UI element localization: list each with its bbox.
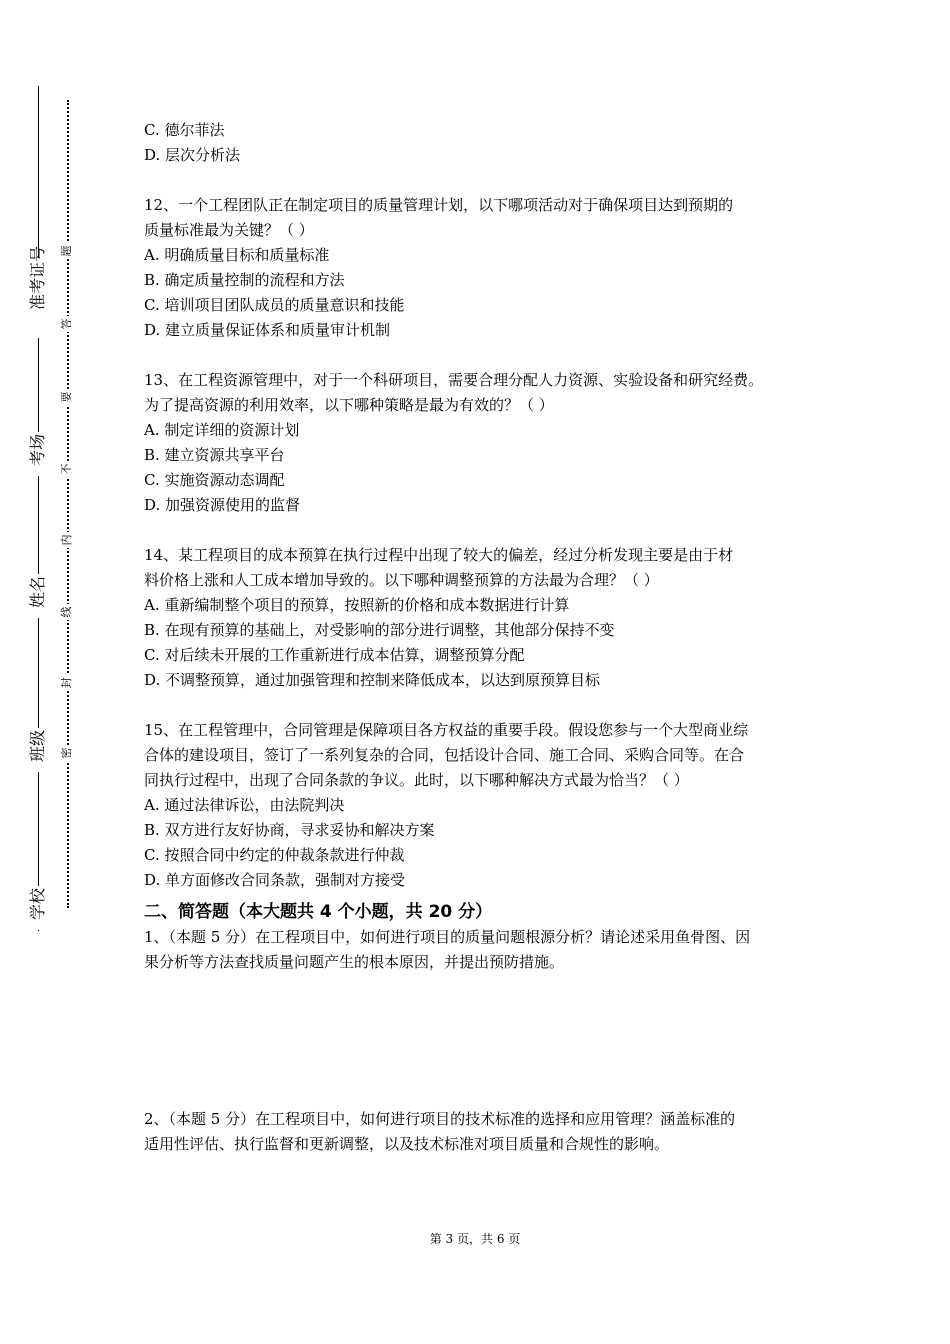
question-stem: 同执行过程中，出现了合同条款的争议。此时，以下哪种解决方式最为恰当？（ ） [144, 771, 689, 789]
short-answer-question-2 [144, 1107, 824, 1157]
school-field: 学校 [26, 886, 50, 930]
option-c: C. 按照合同中约定的仲裁条款进行仲裁 [144, 846, 405, 864]
question-stem: 为了提高资源的利用效率，以下哪种策略是最为有效的？（ ） [144, 396, 554, 414]
option-a: A. 通过法律诉讼，由法院判决 [144, 796, 345, 814]
option-b: B. 建立资源共享平台 [144, 446, 285, 464]
seal-char: 题 [59, 243, 75, 259]
seal-char: 封 [59, 675, 75, 691]
q11-option-c: C. 德尔菲法 [144, 121, 225, 139]
seal-char: 线 [59, 604, 75, 620]
section-2-title: 二、简答题（本大题共 4 个小题，共 20 分） [144, 902, 493, 922]
question-stem: 果分析等方法查找质量问题产生的根本原因，并提出预防措施。 [144, 953, 565, 971]
question-13 [144, 368, 824, 518]
option-b: B. 双方进行友好协商，寻求妥协和解决方案 [144, 821, 435, 839]
question-stem: 12、一个工程团队正在制定项目的质量管理计划，以下哪项活动对于确保项目达到预期的 [144, 196, 734, 214]
option-d: D. 建立质量保证体系和质量审计机制 [144, 321, 391, 339]
option-d: D. 单方面修改合同条款，强制对方接受 [144, 871, 406, 889]
option-a: A. 明确质量目标和质量标准 [144, 246, 330, 264]
option-d: D. 不调整预算，通过加强管理和控制来降低成本，以达到原预算目标 [144, 671, 601, 689]
binding-solid-line [38, 86, 39, 931]
option-d: D. 加强资源使用的监督 [144, 496, 301, 514]
question-stem: 15、在工程管理中，合同管理是保障项目各方权益的重要手段。假设您参与一个大型商业综 [144, 721, 749, 739]
q11-option-d: D. 层次分析法 [144, 146, 241, 164]
question-15 [144, 718, 824, 893]
answer-space [144, 975, 824, 1107]
seal-char: 内 [59, 532, 75, 548]
option-a: A. 制定详细的资源计划 [144, 421, 300, 439]
seal-char: 答 [59, 316, 75, 332]
option-a: A. 重新编制整个项目的预算，按照新的价格和成本数据进行计算 [144, 596, 570, 614]
question-stem: 2、（本题 5 分）在工程项目中，如何进行项目的技术标准的选择和应用管理？涵盖标准的 [144, 1110, 736, 1128]
exam-room-field: 考场 [26, 432, 50, 476]
option-b: B. 在现有预算的基础上，对受影响的部分进行调整，其他部分保持不变 [144, 621, 615, 639]
binding-margin [0, 0, 110, 1344]
option-c: C. 培训项目团队成员的质量意识和技能 [144, 296, 405, 314]
seal-char: 不 [59, 461, 75, 477]
short-answer-question-1 [144, 925, 824, 975]
option-c: C. 对后续未开展的工作重新进行成本估算，调整预算分配 [144, 646, 525, 664]
question-stem: 质量标准最为关键？（ ） [144, 221, 314, 239]
question-12 [144, 193, 824, 343]
question-14 [144, 543, 824, 693]
option-b: B. 确定质量控制的流程和方法 [144, 271, 345, 289]
page-number-footer: 第 3 页，共 6 页 [429, 1232, 521, 1246]
question-stem: 料价格上涨和人工成本增加导致的。以下哪种调整预算的方法最为合理？（ ） [144, 571, 659, 589]
question-stem: 合体的建设项目，签订了一系列复杂的合同，包括设计合同、施工合同、采购合同等。在合 [144, 746, 745, 764]
question-stem: 14、某工程项目的成本预算在执行过程中出现了较大的偏差，经过分析发现主要是由于材 [144, 546, 734, 564]
exam-id-field: 准考证号 [26, 258, 50, 338]
name-field: 姓名 [26, 574, 50, 618]
seal-char: 密 [59, 745, 75, 761]
question-stem: 13、在工程资源管理中，对于一个科研项目，需要合理分配人力资源、实验设备和研究经费。 [144, 371, 764, 389]
option-c: C. 实施资源动态调配 [144, 471, 285, 489]
class-field: 班级 [26, 728, 50, 772]
seal-char: 要 [59, 389, 75, 405]
seal-dotted-line [67, 100, 69, 908]
question-stem: 1、（本题 5 分）在工程项目中，如何进行项目的质量问题根源分析？请论述采用鱼骨图、因 [144, 928, 751, 946]
exam-content [144, 118, 824, 1157]
question-stem: 适用性评估、执行监督和更新调整，以及技术标准对项目质量和合规性的影响。 [144, 1135, 670, 1153]
